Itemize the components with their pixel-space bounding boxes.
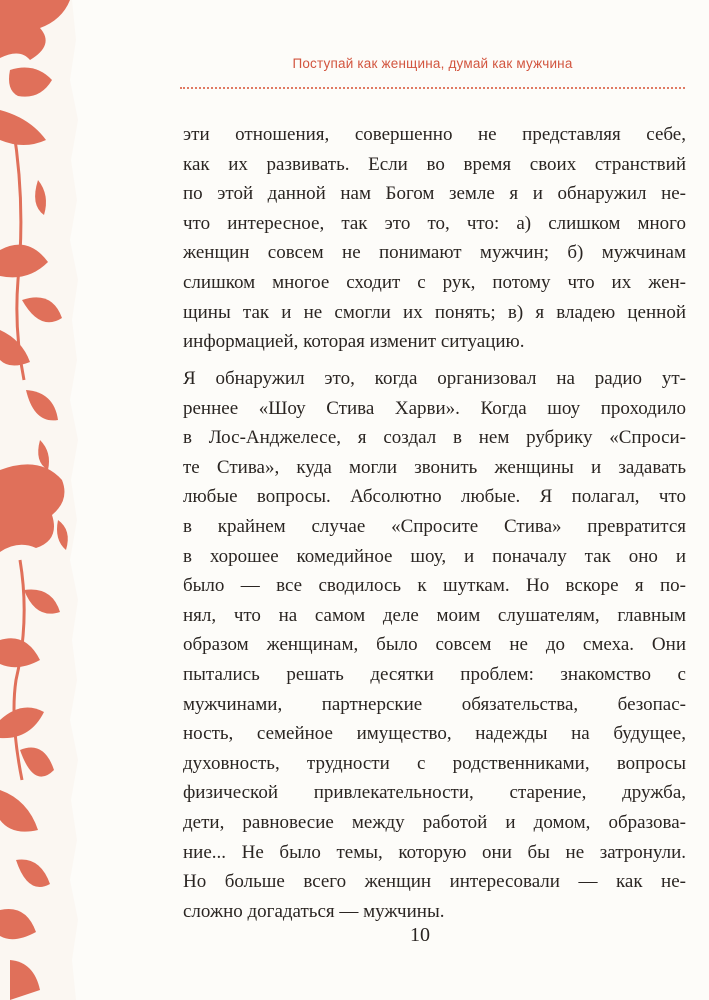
paragraph-1: [183, 120, 686, 357]
text-line: Но больше всего женщин интересовали — как не-: [183, 871, 686, 893]
text-line: что интересное, так это то, что: а) слишком много: [183, 212, 686, 234]
text-line: по этой данной нам Богом земле я и обнаружил не-: [183, 183, 686, 205]
floral-border-decoration: [0, 0, 80, 1000]
text-line: ние... Не было темы, которую они бы не затронули.: [183, 841, 686, 863]
text-line: любые вопросы. Абсолютно любые. Я полагал, что: [183, 486, 686, 508]
text-line: в крайнем случае «Спросите Стива» превратится: [183, 515, 686, 537]
page-number: 10: [410, 924, 430, 946]
text-line: мужчинами, партнерские обязательства, безопас-: [183, 693, 686, 715]
text-line: слишком многое сходит с рук, потому что их жен-: [183, 271, 686, 293]
header-dotted-rule: [180, 87, 685, 89]
text-line: в хорошее комедийное шоу, и поначалу так оно и: [183, 545, 686, 567]
text-line: те Стива», куда могли звонить женщины и задавать: [183, 456, 686, 478]
text-line: щины так и не смогли их понять; в) я владею ценной: [183, 301, 686, 323]
text-line: женщин совсем не понимают мужчин; б) мужчинам: [183, 242, 686, 264]
paragraph-2: [183, 364, 686, 926]
text-line: физической привлекательности, старение, дружба,: [183, 782, 686, 804]
text-line: ность, семейное имущество, надежды на будущее,: [183, 723, 686, 745]
text-line: в Лос-Анджелесе, я создал в нем рубрику «Спроси-: [183, 427, 686, 449]
text-line: сложно догадаться — мужчины.: [183, 900, 445, 922]
text-line: образом женщинам, было совсем не до смеха. Они: [183, 634, 686, 656]
text-line: как их развивать. Если во время своих странствий: [183, 153, 686, 175]
text-line: реннее «Шоу Стива Харви». Когда шоу проходило: [183, 397, 686, 419]
text-line: эти отношения, совершенно не представляя себе,: [183, 124, 686, 145]
text-line: было — все сводилось к шуткам. Но вскоре я по-: [183, 575, 686, 597]
text-line: нял, что на самом деле моим слушателям, главным: [183, 604, 686, 626]
text-line: Я обнаружил это, когда организовал на радио ут-: [183, 368, 686, 389]
text-line: информацией, которая изменит ситуацию.: [183, 331, 525, 353]
text-line: пытались решать десятки проблем: знакомство с: [183, 663, 686, 685]
text-line: дети, равновесие между работой и домом, образова-: [183, 811, 686, 833]
text-line: духовность, трудности с родственниками, вопросы: [183, 752, 686, 774]
running-header: Поступай как женщина, думай как мужчина: [292, 56, 573, 71]
